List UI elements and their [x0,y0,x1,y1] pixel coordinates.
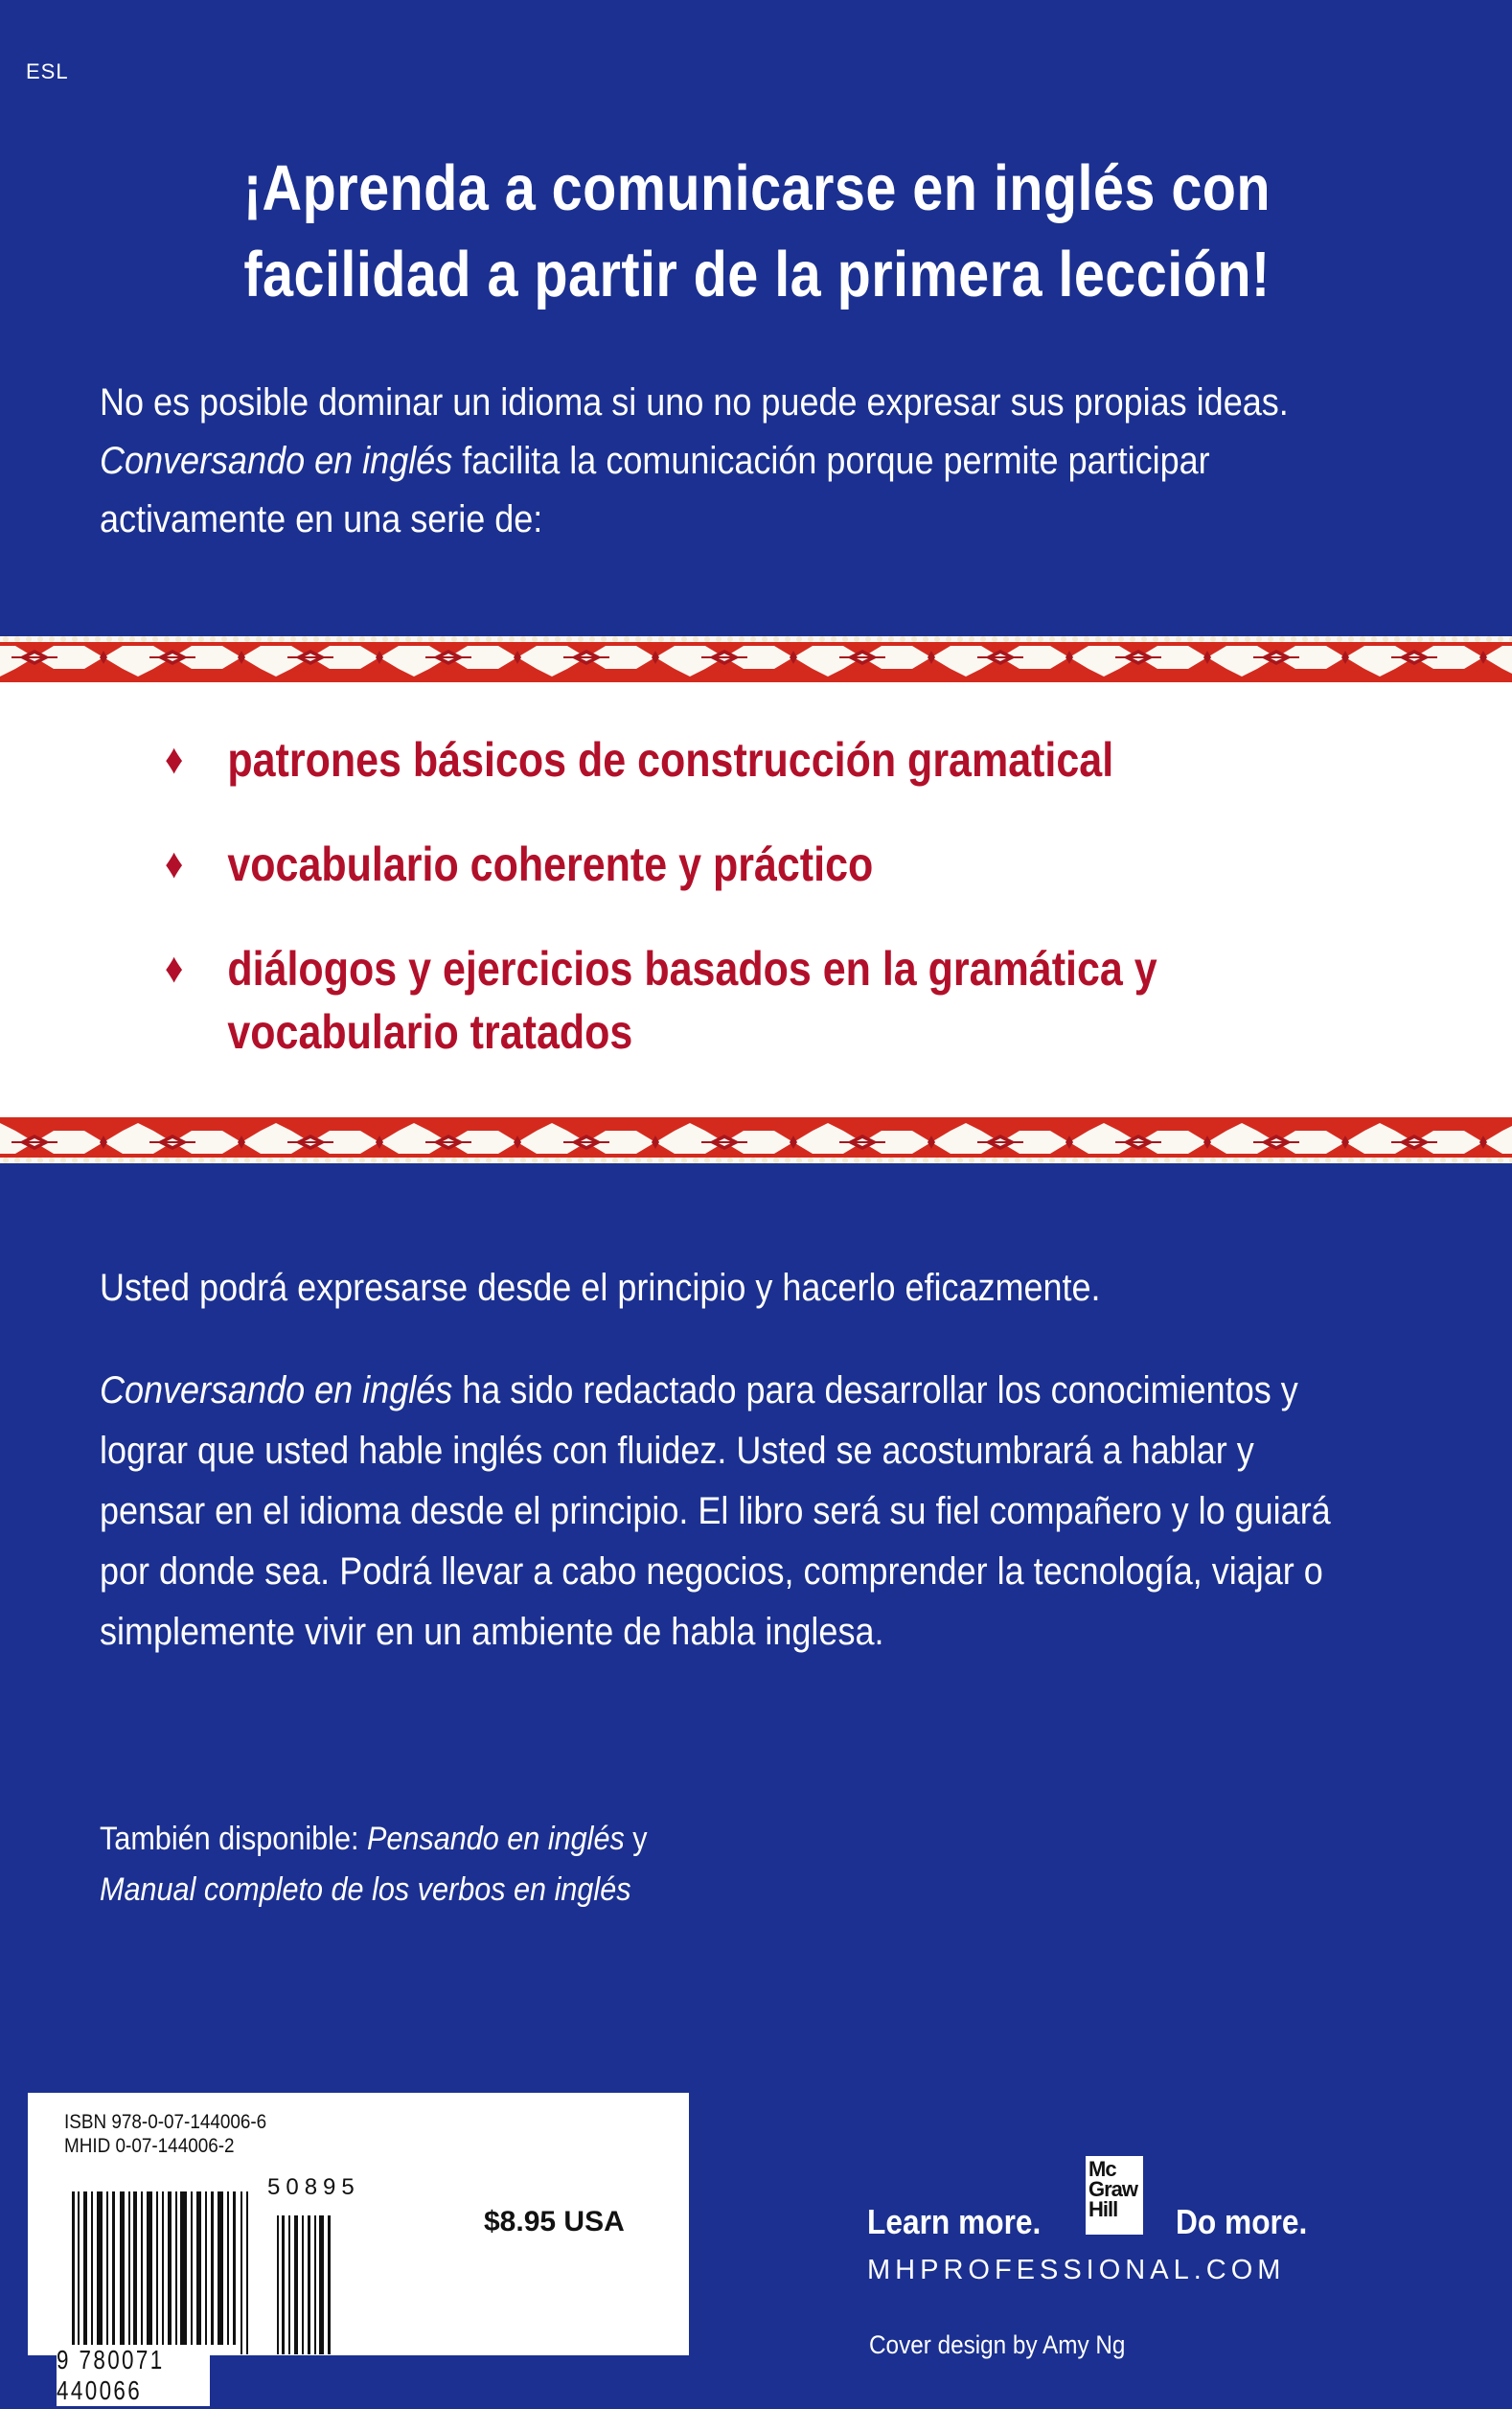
ean-digits: 9 780071 440066 [57,2345,210,2406]
tagline-do-more: Do more. [1176,2202,1308,2241]
intro-text-end: facilita la comunicación porque permite participar activamente en una serie de: [100,440,1210,540]
related-title-1: Pensando en inglés [366,1821,625,1857]
book-title: Conversando en inglés [100,440,453,482]
headline-line-1: ¡Aprenda a comunicarse en inglés con [242,152,1271,224]
feature-item [165,728,1236,792]
category-label: ESL [26,59,69,83]
connector: y [624,1821,648,1857]
feature-text: diálogos y ejercicios basados en la gramática y vocabulario tratados [227,942,1157,1059]
feature-item [165,937,1236,1064]
feature-text: patrones básicos de construcción gramatical [227,733,1114,787]
decorative-border-top [0,632,1512,682]
intro-text: No es posible dominar un idioma si uno no puede expresar sus propias ideas. [100,381,1289,424]
body-paragraph-1: Usted podrá expresarse desde el principio y hacerlo eficazmente. [100,1267,1101,1309]
also-available-label: También disponible: [100,1821,367,1857]
feature-item [165,833,1236,896]
price-addon-digits: 50895 [267,2174,360,2200]
related-title-2: Manual completo de los verbos en inglés [100,1871,631,1908]
barcode-label [28,2093,689,2405]
mhid-number: MHID 0-07-144006-2 [64,2135,235,2157]
cover-credit: Cover design by Amy Ng [869,2330,1126,2359]
body-paragraph-2 [100,1361,1359,1663]
also-available [100,1814,962,1916]
barcode-icon [57,2191,332,2405]
price: $8.95 USA [484,2206,625,2237]
tagline-learn-more: Learn more. [867,2202,1042,2241]
logo-line: Mc [1088,2157,1116,2181]
intro-paragraph [100,374,1307,549]
feature-list [165,728,1410,1105]
diamond-icon: ♦ [165,945,184,992]
headline [189,146,1326,318]
feature-band [0,632,1512,1167]
diamond-icon: ♦ [165,736,184,783]
body-text: ha sido redactado para desarrollar los conocimientos y lograr que usted hable inglés con fluidez. Usted se acostumbrará a hablar y pensar en el idioma desde el principio. El libro será su fiel compañero y lo guiará por donde sea. Podrá llevar a cabo negocios, comprender la tecnología, viajar o simplemente vivir en un ambiente de habla inglesa. [100,1369,1331,1653]
publisher-url[interactable]: MHPROFESSIONAL.COM [867,2255,1286,2285]
mcgraw-hill-logo [1086,2156,1143,2235]
diamond-icon: ♦ [165,840,184,887]
logo-line: Graw [1088,2177,1138,2201]
decorative-border-bottom [0,1117,1512,1167]
feature-text: vocabulario coherente y práctico [227,837,874,891]
book-title: Conversando en inglés [100,1369,453,1411]
headline-line-2: facilidad a partir de la primera lección! [243,239,1271,310]
logo-line: Hill [1088,2197,1118,2221]
isbn-number: ISBN 978-0-07-144006-6 [64,2111,267,2133]
isbn-block [64,2110,266,2158]
